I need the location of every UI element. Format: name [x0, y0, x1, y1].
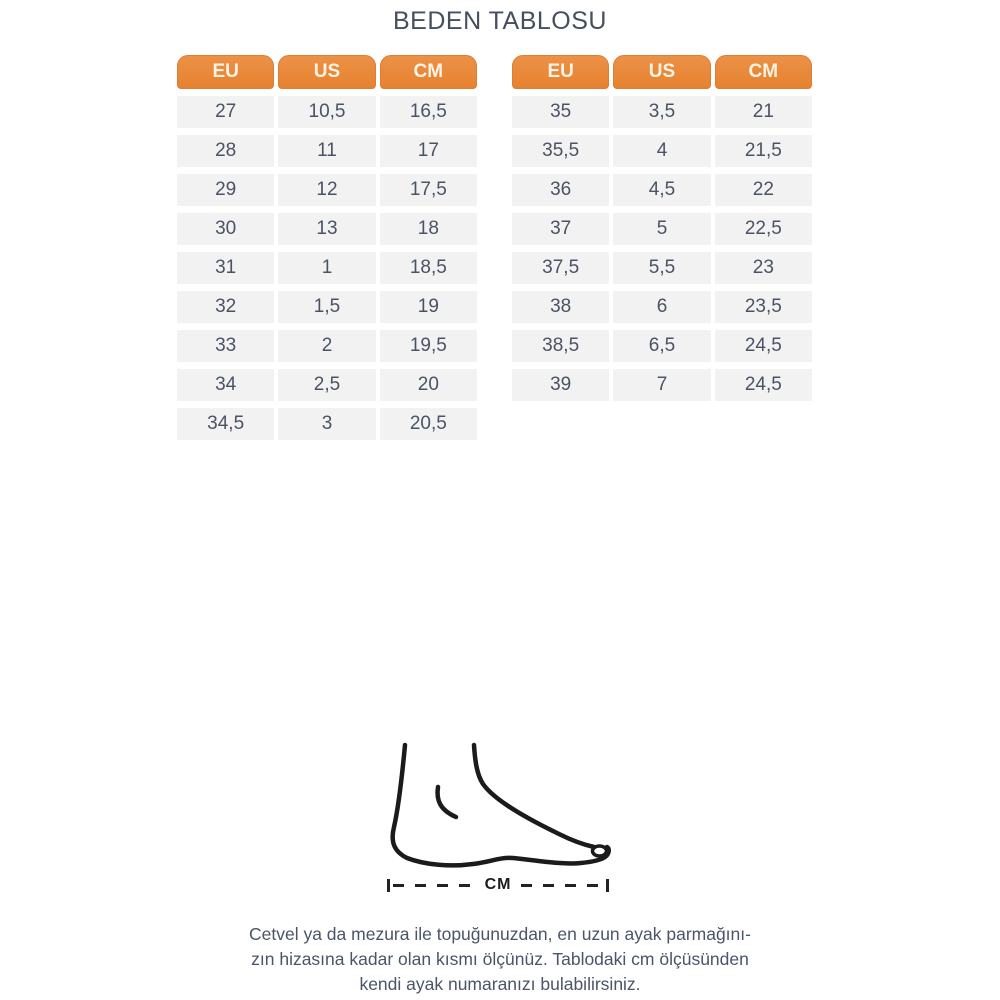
- size-cell-us: 7: [613, 369, 710, 401]
- instructions-line-2: zın hizasına kadar olan kısmı ölçünüz. Tablodaki cm ölçüsünden: [251, 949, 749, 969]
- size-cell-us: 3,5: [613, 96, 710, 128]
- size-cell-cm: 17,5: [380, 174, 477, 206]
- instructions-line-3: kendi ayak numaranızı bulabilirsiniz.: [359, 974, 641, 994]
- page-title: BEDEN TABLOSU: [393, 7, 607, 35]
- size-cell-eu: 27: [177, 96, 274, 128]
- size-cell-cm: 18,5: [380, 252, 477, 284]
- size-cell-eu: 29: [177, 174, 274, 206]
- size-cell-us: 5,5: [613, 252, 710, 284]
- size-cell-eu: 28: [177, 135, 274, 167]
- column-header-cm: CM: [380, 55, 477, 89]
- size-cell-us: 6,5: [613, 330, 710, 362]
- size-cell-us: 2: [278, 330, 375, 362]
- size-cell-cm: 20,5: [380, 408, 477, 440]
- size-cell-cm: 24,5: [715, 330, 812, 362]
- measure-start-tick: [387, 879, 390, 892]
- size-cell-eu: 37: [512, 213, 609, 245]
- measure-cm-label: CM: [484, 876, 512, 893]
- size-cell-us: 3: [278, 408, 375, 440]
- size-cell-us: 12: [278, 174, 375, 206]
- column-header-eu: EU: [177, 55, 274, 89]
- instructions-text: [0, 922, 1000, 997]
- size-cell-eu: 35,5: [512, 135, 609, 167]
- measurement-line: [387, 877, 609, 893]
- size-cell-eu: 35: [512, 96, 609, 128]
- size-cell-us: 4,5: [613, 174, 710, 206]
- size-cell-eu: 32: [177, 291, 274, 323]
- size-cell-us: 6: [613, 291, 710, 323]
- column-header-cm: CM: [715, 55, 812, 89]
- size-cell-eu: 34: [177, 369, 274, 401]
- size-cell-cm: 17: [380, 135, 477, 167]
- size-cell-us: 2,5: [278, 369, 375, 401]
- size-cell-cm: 22,5: [715, 213, 812, 245]
- size-cell-cm: 22: [715, 174, 812, 206]
- size-cell-eu: 39: [512, 369, 609, 401]
- size-cell-cm: 20: [380, 369, 477, 401]
- size-table-left: [177, 55, 477, 440]
- instructions-line-1: Cetvel ya da mezura ile topuğunuzdan, en uzun ayak parmağını-: [249, 924, 751, 944]
- size-cell-cm: 18: [380, 213, 477, 245]
- size-cell-eu: 36: [512, 174, 609, 206]
- size-cell-cm: 24,5: [715, 369, 812, 401]
- size-cell-cm: 23,5: [715, 291, 812, 323]
- size-table-right: [512, 55, 812, 401]
- size-cell-us: 4: [613, 135, 710, 167]
- size-cell-eu: 31: [177, 252, 274, 284]
- size-cell-cm: 21,5: [715, 135, 812, 167]
- size-cell-eu: 38,5: [512, 330, 609, 362]
- size-cell-us: 1: [278, 252, 375, 284]
- size-cell-eu: 33: [177, 330, 274, 362]
- measure-dashes-right: [521, 884, 603, 887]
- column-header-us: US: [613, 55, 710, 89]
- size-cell-us: 10,5: [278, 96, 375, 128]
- size-cell-us: 1,5: [278, 291, 375, 323]
- size-cell-cm: 23: [715, 252, 812, 284]
- column-header-eu: EU: [512, 55, 609, 89]
- size-cell-us: 11: [278, 135, 375, 167]
- measure-end-tick: [606, 879, 609, 892]
- size-cell-eu: 38: [512, 291, 609, 323]
- size-cell-cm: 16,5: [380, 96, 477, 128]
- foot-side-outline-icon: [383, 737, 617, 877]
- size-cell-us: 13: [278, 213, 375, 245]
- column-header-us: US: [278, 55, 375, 89]
- size-cell-us: 5: [613, 213, 710, 245]
- foot-illustration: [383, 737, 617, 877]
- measure-dashes-left: [393, 884, 475, 887]
- size-cell-cm: 21: [715, 96, 812, 128]
- size-cell-cm: 19: [380, 291, 477, 323]
- size-cell-cm: 19,5: [380, 330, 477, 362]
- size-cell-eu: 30: [177, 213, 274, 245]
- size-cell-eu: 37,5: [512, 252, 609, 284]
- size-cell-eu: 34,5: [177, 408, 274, 440]
